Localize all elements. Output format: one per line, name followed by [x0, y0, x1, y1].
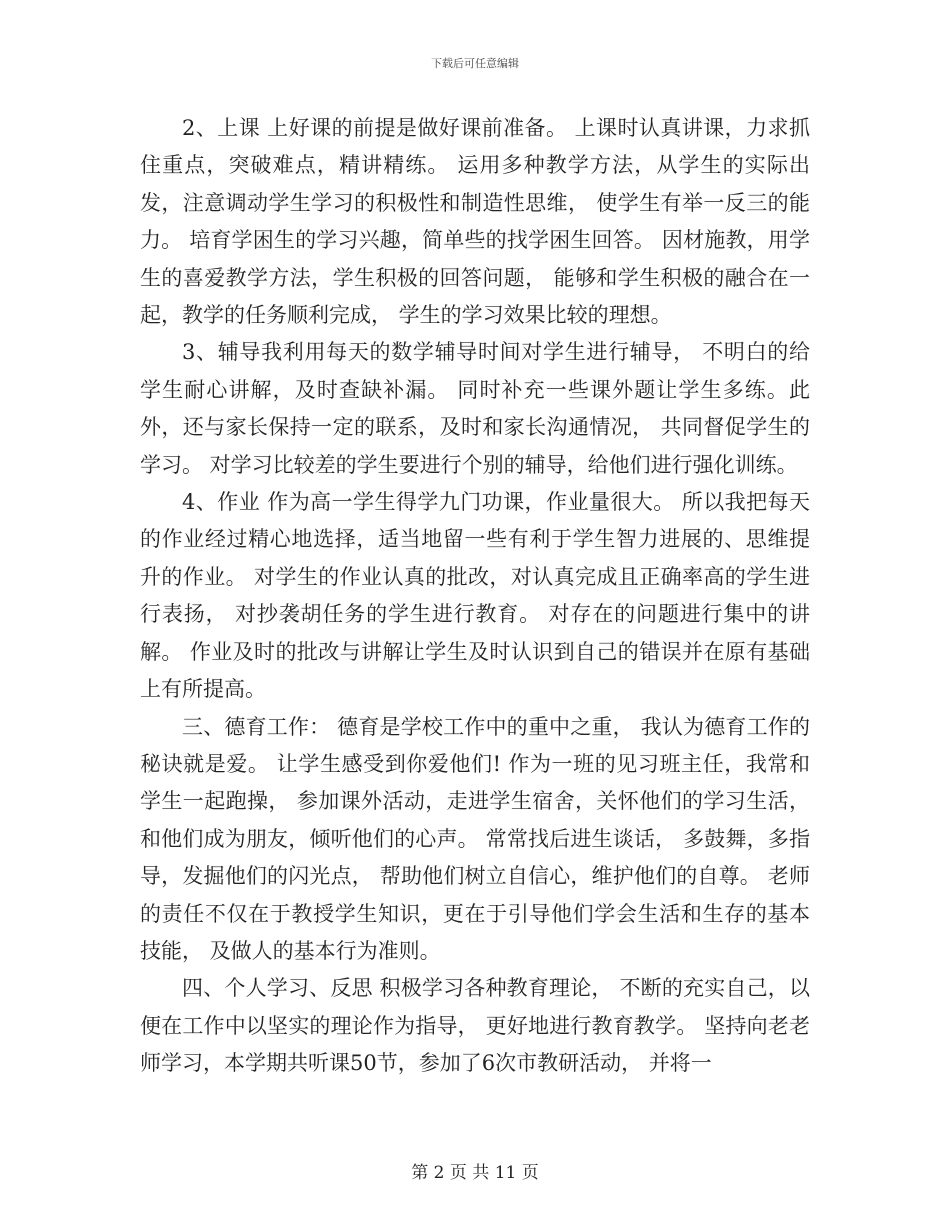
page-header: 下载后可任意编辑 — [431, 57, 519, 70]
paragraph-teaching: 2、上课 上好课的前提是做好课前准备。 上课时认真讲课，力求抓住重点，突破难点，精讲精练。 运用多种教学方法，从学生的实际出发，注意调动学生学习的积极性和制造性思维， 使学生有举一反三的能力。 培育学困生的学习兴趣，简单些的找学困生回答。 因材施教，用学生的喜爱教学方法，学生积极的回答问题， 能够和学生积极的融合在一起，教学的任务顺利完成， 学生的学习效果比较的理想。 — [140, 116, 810, 328]
paragraph-personal-study: 四、个人学习、反思 积极学习各种教育理论， 不断的充实自己，以便在工作中以坚实的理论作为指导， 更好地进行教育教学。 坚持向老老师学习，本学期共听课50节，参加了6次市教研活动， 并将一 — [140, 976, 810, 1076]
page-footer: 第 2 页 共 11 页 — [411, 1163, 539, 1183]
paragraph-homework: 4、作业 作为高一学生得学九门功课，作业量很大。 所以我把每天的作业经过精心地选择，适当地留一些有利于学生智力进展的、思维提升的作业。 对学生的作业认真的批改，对认真完成且正确率高的学生进行表扬， 对抄袭胡任务的学生进行教育。 对存在的问题进行集中的讲解。 作业及时的批改与讲解让学生及时认识到自己的错误并在原有基础上有所提高。 — [140, 490, 810, 702]
paragraph-moral-education: 三、德育工作： 德育是学校工作中的重中之重， 我认为德育工作的秘诀就是爱。 让学生感受到你爱他们! 作为一班的见习班主任，我常和学生一起跑操， 参加课外活动，走进学生宿舍，关怀他们的学习生活， 和他们成为朋友，倾听他们的心声。 常常找后进生谈话， 多鼓舞，多指导，发掘他们的闪光点， 帮助他们树立自信心，维护他们的自尊。 老师的责任不仅在于教授学生知识，更在于引导他们学会生活和生存的基本技能， 及做人的基本行为准则。 — [140, 714, 810, 963]
paragraph-tutoring: 3、辅导我利用每天的数学辅导时间对学生进行辅导， 不明白的给学生耐心讲解，及时查缺补漏。 同时补充一些课外题让学生多练。此外，还与家长保持一定的联系，及时和家长沟通情况， 共同督促学生的学习。 对学习比较差的学生要进行个别的辅导，给他们进行强化训练。 — [140, 340, 810, 477]
document-body — [140, 110, 810, 1083]
